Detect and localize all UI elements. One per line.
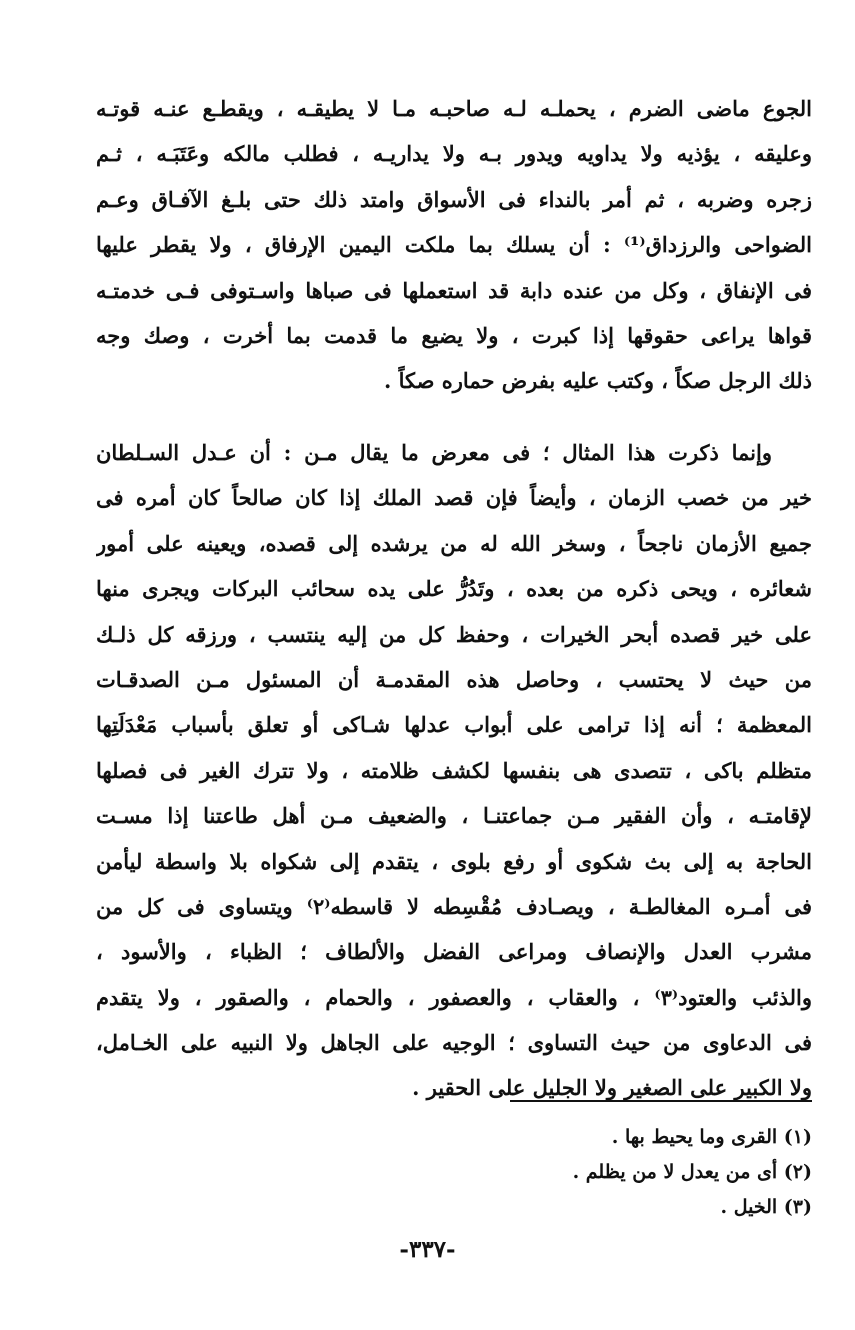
text-line: المعظمة ؛ أنه إذا ترامى على أبواب عدلها شـاكى أو تعلق بأسباب مَعْدَلَتِها: [96, 712, 812, 738]
text-line: والذئب والعتود⁽٣⁾ ، والعقاب ، والعصفور ، والحمام ، والصقور ، ولا يتقدم: [96, 984, 812, 1010]
paragraph-one: [96, 86, 812, 404]
text-line: على خير قصده أبحر الخيرات ، وحفظ كل من إليه ينتسب ، ورزقه كل ذلـك: [96, 621, 812, 647]
text-line: لإقامتـه ، وأن الفقير مـن جماعتنـا ، والضعيف مـن أهل طاعتنا إذا مسـت: [96, 803, 812, 829]
page-number: -٣٣٧-: [399, 1236, 456, 1263]
text-line: ولا الكبير على الصغير ولا الجليل على الحقير .: [412, 1075, 812, 1101]
footnotes: [420, 1120, 812, 1225]
text-line: الحاجة به إلى بث شكوى أو رفع بلوى ، يتقدم إلى شكواه بلا واسطة ليأمن: [96, 848, 812, 874]
text-line: وعليقه ، يؤذيه ولا يداويه ويدور بـه ولا يداريـه ، فطلب مالكه وعَتَبَـه ، ثـم: [96, 141, 812, 167]
text-line: من حيث لا يحتسب ، وحاصل هذه المقدمـة أن المسئول مـن الصدقـات: [96, 666, 812, 692]
footnote-item: (٣) الخيل .: [720, 1196, 812, 1218]
text-line: مشرب العدل والإنصاف ومراعى الفضل والألطاف ؛ الظباء ، والأسود ،: [96, 939, 812, 965]
text-line: زجره وضربه ، ثم أمر بالنداء فى الأسواق وامتد ذلك حتى بلـغ الآفـاق وعـم: [96, 186, 812, 212]
text-line: فى الإنفاق ، وكل من عنده دابة قد استعملها فى صباها واسـتوفى فـى خدمتـه: [96, 277, 812, 303]
text-line: فى أمـره المغالطـة ، ويصـادف مُقْسِطه لا قاسطه⁽٢⁾ ويتساوى فى كل من: [96, 893, 812, 919]
text-line: الضواحى والرزداق⁽¹⁾ : أن يسلك بما ملكت اليمين الإرفاق ، ولا يقطر عليها: [96, 232, 812, 258]
text-line: متظلم باكى ، تتصدى هى بنفسها لكشف ظلامته ، ولا تترك الغير فى فصلها: [96, 757, 812, 783]
text-line: الجوع ماضى الضرم ، يحملـه لـه صاحبـه مـا لا يطيقـه ، ويقطـع عنـه قوتـه: [96, 96, 812, 121]
text-line: ذلك الرجل صكاً ، وكتب عليه بفرض حماره صكاً .: [384, 368, 812, 394]
footnote-item: (٢) أى من يعدل لا من يظلم .: [572, 1161, 812, 1183]
text-line: فى الدعاوى من حيث التساوى ؛ الوجيه على الجاهل ولا النبيه على الخـامل،: [96, 1030, 812, 1056]
footnote-item: (١) القرى وما يحيط بها .: [611, 1126, 812, 1148]
text-line: جميع الأزمان ناجحاً ، وسخر الله له من يرشده إلى قصده، ويعينه على أمور: [96, 530, 812, 556]
text-line: قواها يراعى حقوقها إذا كبرت ، ولا يضيع ما قدمت بما أخرت ، وصك وجه: [96, 322, 812, 348]
footnote-divider: [510, 1100, 812, 1102]
text-line: وإنما ذكرت هذا المثال ؛ فى معرض ما يقال مـن : أن عـدل السـلطان: [96, 440, 772, 465]
paragraph-two: [96, 430, 812, 1111]
text-line: خير من خصب الزمان ، وأيضاً فإن قصد الملك إذا كان صالحاً كان أمره فى: [96, 485, 812, 511]
text-line: شعائره ، ويحى ذكره من بعده ، وتَدُرُّ على يده سحائب البركات ويجرى منها: [96, 576, 812, 602]
